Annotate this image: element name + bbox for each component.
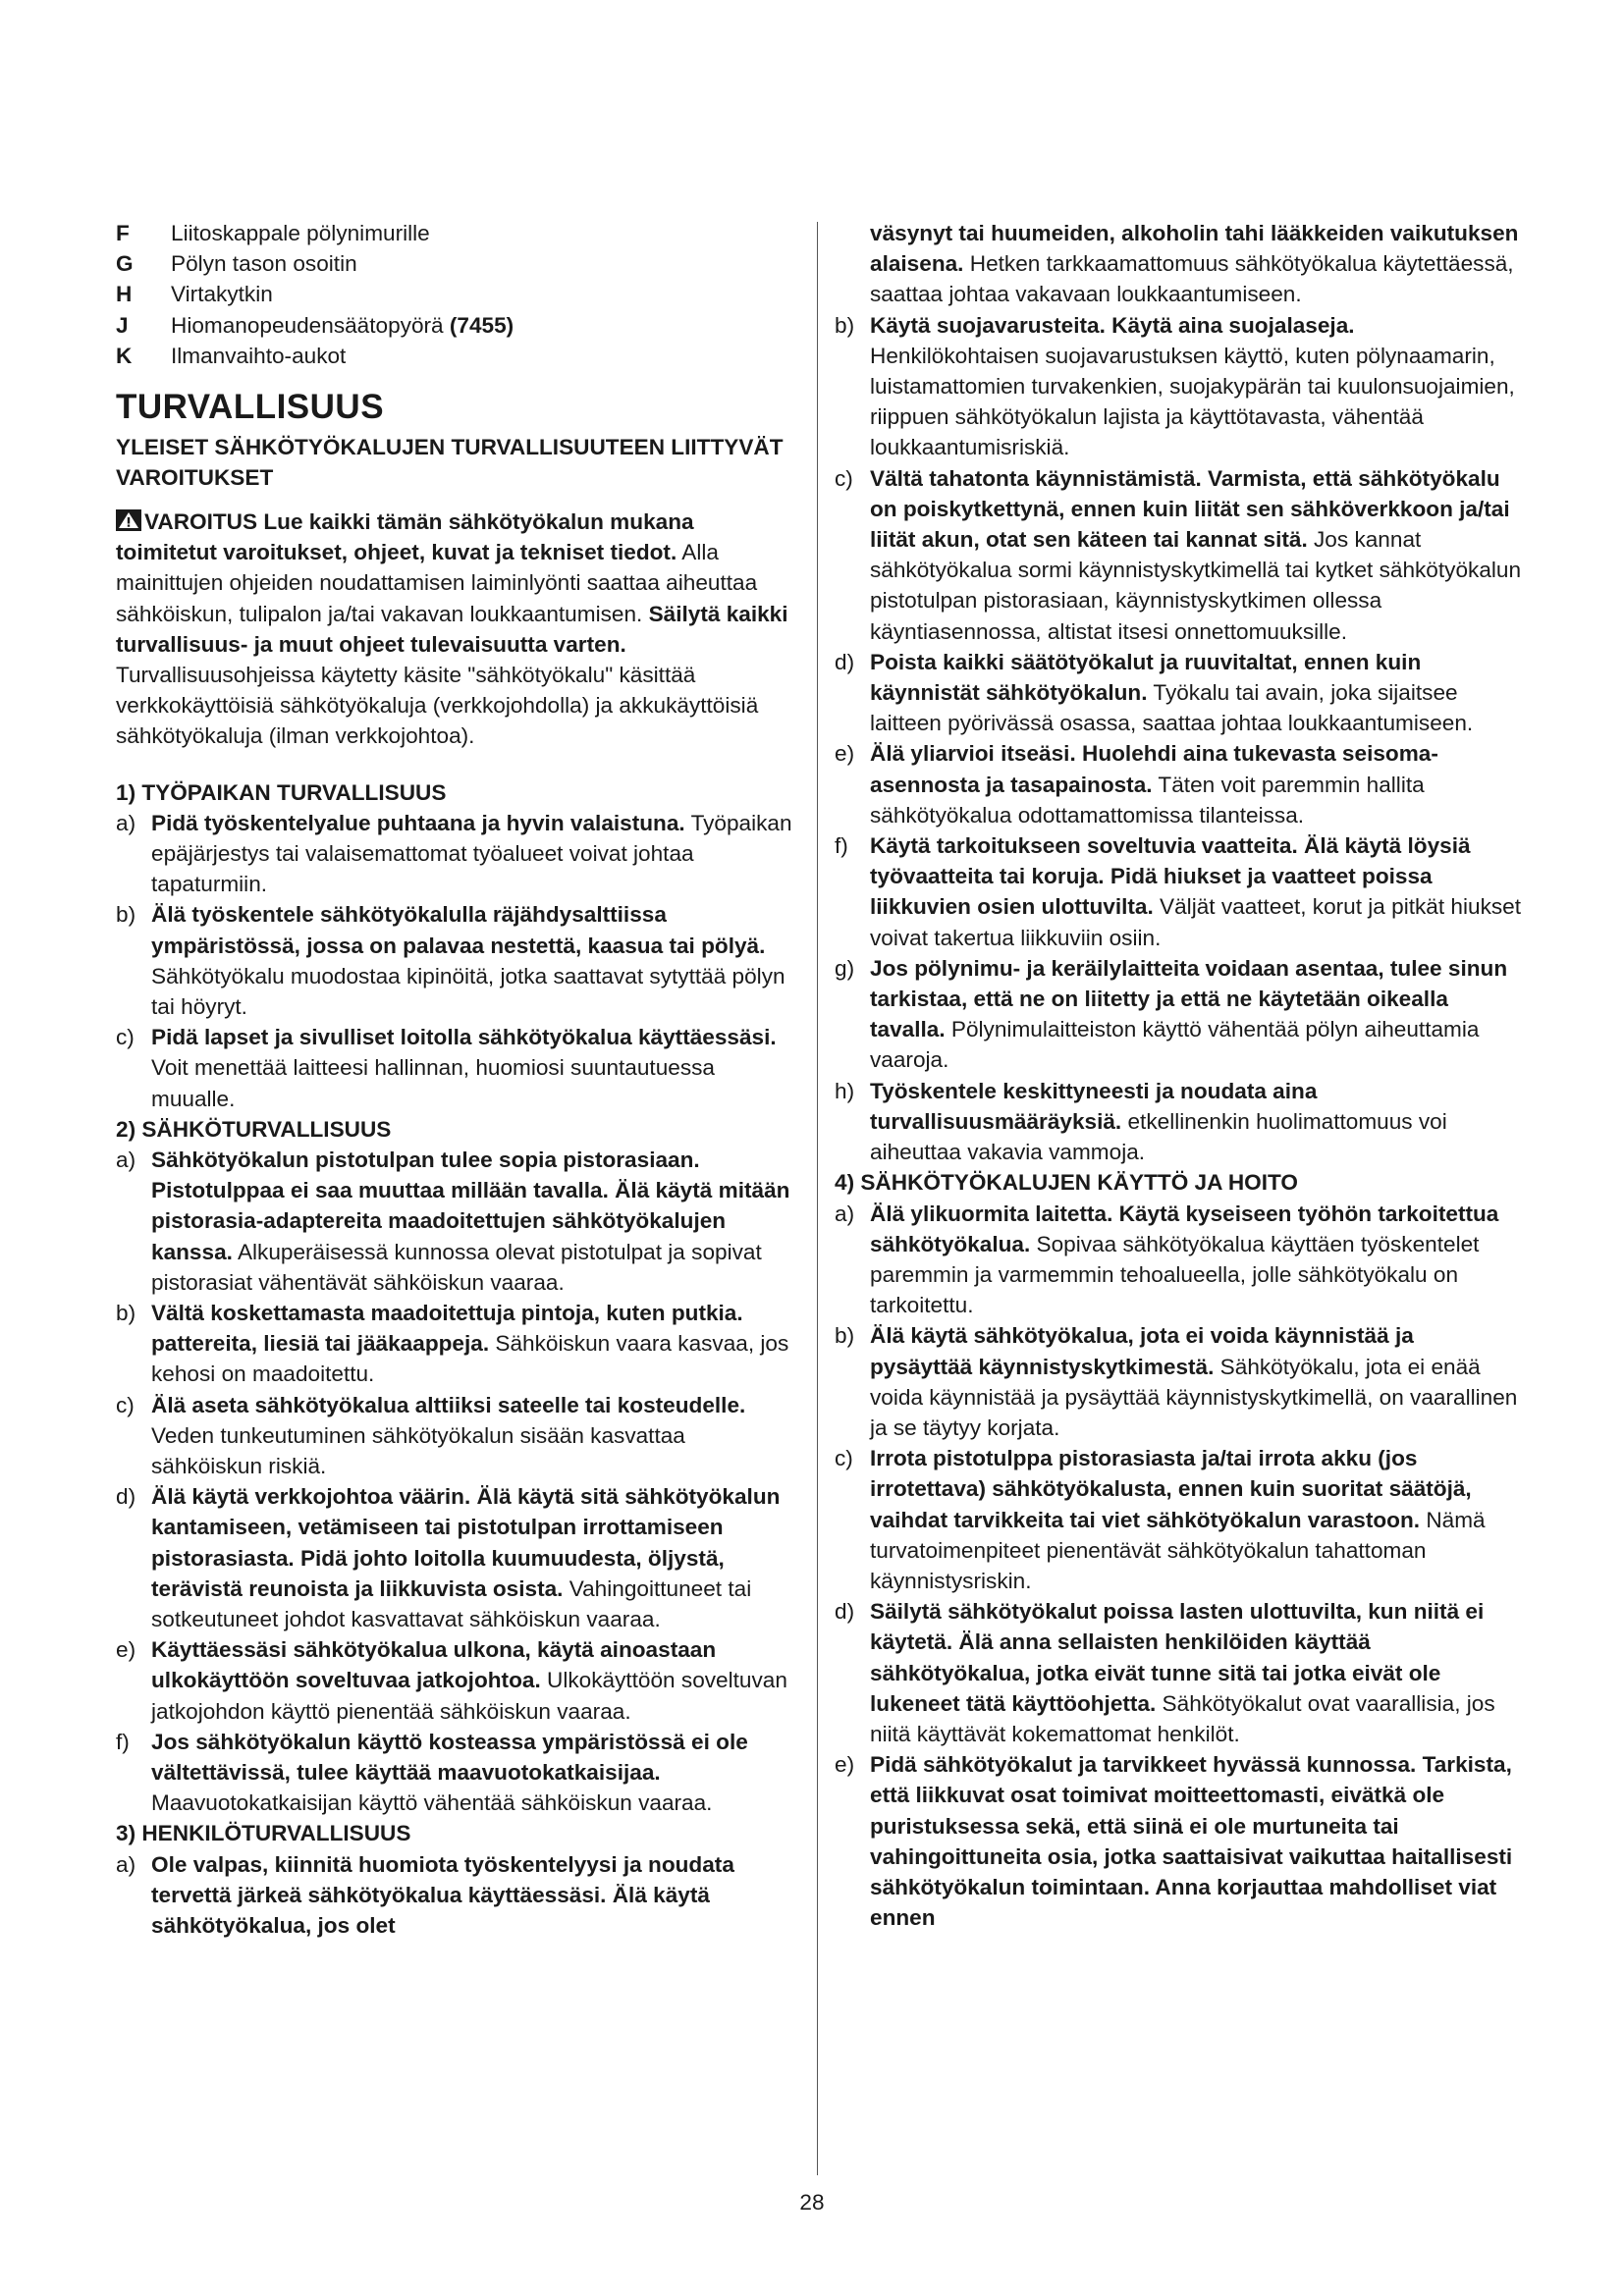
legend-model: (7455): [449, 312, 514, 338]
warning-triangle-icon: [116, 509, 141, 531]
legend-item: [116, 341, 795, 371]
item-label: a): [116, 1148, 136, 1172]
legend-letter: F: [116, 221, 130, 245]
item-text: Nämä turvatoimenpiteet pienentävät sähkötyökalun tahattoman käynnistysriskin.: [870, 1507, 1486, 1593]
section-heading-1: 1) TYÖPAIKAN TURVALLISUUS: [116, 779, 447, 805]
parts-legend: [116, 218, 795, 371]
item-label: c): [835, 465, 853, 491]
item-label: a): [116, 1851, 136, 1877]
item-text: Sähkötyökalu, jota ei enää voida käynnistää ja pysäyttää käynnistyskytkimellä, on vaarallinen ja se täytyy korjata.: [870, 1354, 1518, 1440]
item-text: Sähkötyökalu muodostaa kipinöitä, jotka saattavat sytyttää pölyn tai höyryt.: [151, 963, 785, 1019]
item-bold: Pidä työskentelyalue puhtaana ja hyvin valaistuna.: [151, 810, 685, 835]
item-text: Täten voit paremmin hallita sähkötyökalua odottamattomissa tilanteissa.: [870, 772, 1425, 828]
item-label: c): [835, 1446, 853, 1471]
item-bold: Jos pölynimu- ja keräilylaitteita voidaan asentaa, tulee sinun tarkistaa, että ne on liitetty ja että ne käytetään oikealla tavalla.: [870, 955, 1508, 1042]
item-bold: väsynyt tai huumeiden, alkoholin tahi lääkkeiden vaikutuksen alaisena.: [870, 221, 1519, 277]
item-bold: Pidä lapset ja sivulliset loitolla sähkötyökalua käyttäessäsi.: [151, 1025, 777, 1050]
warning-intro: [116, 507, 795, 752]
item-label: d): [835, 1599, 855, 1625]
list-item: [116, 1298, 795, 1390]
list-item: [116, 1390, 795, 1482]
list-item: [835, 647, 1522, 739]
legend-text: Hiomanopeudensäätopyörä: [171, 312, 444, 338]
item-bold: Ole valpas, kiinnitä huomiota työskentelyysi ja noudata tervettä järkeä sähkötyökalua käyttäessäsi. Älä käytä sähkötyökalua, jos olet: [151, 1851, 734, 1939]
item-bold: Irrota pistotulppa pistorasiasta ja/tai irrota akku (jos irrotettava) sähkötyökalusta, ennen kuin suoritat säätöjä, vaihdat tarvikkeita tai viet sähkötyökalun varastoon.: [870, 1446, 1472, 1532]
item-text: Sähkötyökalut ovat vaarallisia, jos niitä käyttävät kokemattomat henkilöt.: [870, 1690, 1495, 1746]
legend-letter: K: [116, 343, 133, 368]
item-text: etkellinenkin huolimattomuus voi aiheuttaa vakavia vammoja.: [870, 1108, 1447, 1165]
legend-letter: H: [116, 282, 133, 307]
legend-text: Liitoskappale pölynimurille: [171, 221, 430, 245]
left-column: [116, 218, 795, 1941]
list-item: [835, 1749, 1522, 1933]
list-item: [116, 1634, 795, 1727]
item-bold: Älä yliarvioi itseäsi. Huolehdi aina tukevasta seisoma-asennosta ja tasapainosta.: [870, 741, 1438, 797]
item-text: Veden tunkeutuminen sähkötyökalun sisään kasvattaa sähköiskun riskiä.: [151, 1422, 685, 1479]
page-number: 28: [799, 2190, 825, 2215]
intro-text-1: Alla mainittujen ohjeiden noudattamisen laiminlyönti saattaa aiheuttaa sähköiskun, tulipalon ja/tai vakavan loukkaantumisen.: [116, 540, 758, 626]
item-text: Henkilökohtaisen suojavarustuksen käyttö, kuten pölynaamarin, luistamattomien turvakenkien, suojakypärän tai kuulonsuojaimien, riippuen sähkötyökalun lajista ja käyttötavasta, vähentää loukkaantumisriskiä.: [870, 343, 1515, 460]
item-bold: Pidä sähkötyökalut ja tarvikkeet hyvässä kunnossa. Tarkista, että liikkuvat osat toimivat moitteettomasti, eivätkä ole puristuksessa sekä, että siinä ei ole murtuneita tai vahingoittuneita osia, jotka saattaisivat vaikuttaa haitallisesti sähkötyökalun toimintaan. Anna korjauttaa mahdolliset viat ennen: [870, 1752, 1513, 1931]
item-label: d): [835, 649, 855, 674]
list-item: [835, 463, 1522, 647]
section-1-list: [116, 808, 795, 1114]
item-text: Ulkokäyttöön soveltuvan jatkojohdon käyttö pienentää sähköiskun vaaraa.: [151, 1668, 787, 1724]
item-label: e): [835, 1752, 855, 1778]
item-text: Pölynimulaitteiston käyttö vähentää pölyn aiheuttamia vaaroja.: [870, 1017, 1480, 1073]
item-text: Alkuperäisessä kunnossa olevat pistotulpat ja sopivat pistorasiat vähentävät sähköiskun vaaraa.: [151, 1239, 762, 1295]
list-item: [116, 1145, 795, 1298]
item-label: b): [835, 1323, 855, 1349]
item-text: Maavuotokatkaisijan käyttö vähentää sähköiskun vaaraa.: [151, 1790, 713, 1816]
list-item: [835, 1596, 1522, 1749]
item-bold: Työskentele keskittyneesti ja noudata aina turvallisuusmääräyksiä.: [870, 1078, 1318, 1134]
list-item: [835, 1076, 1522, 1168]
list-item: [116, 808, 795, 900]
item-bold: Säilytä sähkötyökalut poissa lasten ulottuvilta, kun niitä ei käytetä. Älä anna sellaisten henkilöiden käyttää sähkötyökalua, jotka eivät tunne sitä tai jotka eivät ole lukeneet tätä käyttöohjetta.: [870, 1599, 1485, 1716]
item-bold: Älä työskentele sähkötyökalulla räjähdysalttiissa ympäristössä, jossa on palavaa nestettä, kaasua tai pölyä.: [151, 902, 766, 958]
section-3-list: [835, 310, 1522, 1168]
item-label: c): [116, 1025, 135, 1050]
section-heading-4: 4) SÄHKÖTYÖKALUJEN KÄYTTÖ JA HOITO: [835, 1170, 1298, 1196]
item-text: Työpaikan epäjärjestys tai valaisemattomat työalueet voivat johtaa tapaturmiin.: [151, 810, 792, 897]
item-bold: Älä käytä verkkojohtoa väärin. Älä käytä sitä sähkötyökalun kantamiseen, vetämiseen tai pistotulpan irrottamiseen pistorasiasta. Pidä johto loitolla kuumuudesta, öljystä, terävistä reunoista ja liikkuvista osista.: [151, 1484, 781, 1601]
section-subtitle: YLEISET SÄHKÖTYÖKALUJEN TURVALLISUUTEEN LIITTYVÄT VAROITUKSET: [116, 434, 784, 490]
item-label: e): [116, 1637, 136, 1663]
legend-item: [116, 310, 795, 341]
item-bold: Sähkötyökalun pistotulpan tulee sopia pistorasiaan. Pistotulppaa ei saa muuttaa millään tavalla. Älä käytä mitään pistorasia-adaptereita maadoitettujen sähkötyökalujen kanssa.: [151, 1148, 790, 1264]
item-text: Työkalu tai avain, joka sijaitsee laitteen pyörivässä osassa, saattaa johtaa loukkaantumiseen.: [870, 680, 1474, 736]
list-item: [835, 1443, 1522, 1596]
list-item: [835, 1199, 1522, 1321]
item-text: Sopivaa sähkötyökalua käyttäen työskentelet paremmin ja varmemmin tehoalueella, jolle sähkötyökalu on tarkoitettu.: [870, 1231, 1480, 1318]
list-item: [116, 1481, 795, 1634]
legend-item: [116, 218, 795, 248]
item-bold: Jos sähkötyökalun käyttö kosteassa ympäristössä ei ole vältettävissä, tulee käyttää maavuotokatkaisijaa.: [151, 1729, 748, 1786]
item-text: Väljät vaatteet, korut ja pitkät hiukset voivat takertua liikkuviin osiin.: [870, 894, 1522, 950]
legend-text: Virtakytkin: [171, 282, 273, 307]
item-label: f): [835, 833, 848, 859]
list-item: [835, 953, 1522, 1076]
section-heading-3: 3) HENKILÖTURVALLISUUS: [116, 1821, 411, 1846]
right-column: [835, 218, 1522, 1933]
column-divider: [817, 222, 818, 2175]
item-text: Jos kannat sähkötyökalua sormi käynnistyskytkimellä tai kytket sähkötyökalun pistotulpan pistorasiaan, käynnistyskytkimen ollessa käyntiasennossa, altistat itsesi onnettomuuksille.: [870, 527, 1522, 644]
item-label: e): [835, 741, 855, 767]
legend-item: [116, 279, 795, 309]
item-bold: Käytä suojavarusteita. Käytä aina suojalaseja.: [870, 312, 1355, 338]
list-item: [835, 738, 1522, 830]
legend-item: [116, 248, 795, 279]
list-item: [116, 1849, 795, 1942]
item-label: b): [835, 312, 855, 338]
item-label: a): [835, 1201, 855, 1226]
item-bold: Vältä koskettamasta maadoitettuja pintoja, kuten putkia. pattereita, liesiä tai jääkaappeja.: [151, 1301, 743, 1357]
item-text: Vahingoittuneet tai sotkeutuneet johdot kasvattavat sähköiskun vaaraa.: [151, 1575, 752, 1632]
item-bold: Älä käytä sähkötyökalua, jota ei voida käynnistää ja pysäyttää käynnistyskytkimestä.: [870, 1323, 1414, 1379]
list-item: [116, 1727, 795, 1819]
section-2-list: [116, 1145, 795, 1818]
item-label: b): [116, 902, 136, 928]
item-bold: Älä aseta sähkötyökalua alttiiksi sateelle tai kosteudelle.: [151, 1392, 746, 1417]
item-label: f): [116, 1729, 130, 1754]
legend-letter: J: [116, 312, 129, 338]
list-item: [835, 830, 1522, 953]
section-heading-2: 2) SÄHKÖTURVALLISUUS: [116, 1116, 392, 1142]
list-item: [116, 899, 795, 1022]
item-bold: Vältä tahatonta käynnistämistä. Varmista, että sähkötyökalu on poiskytkettynä, ennen kuin liität sen sähköverkkoon ja/tai liität akun, otat sen käteen tai kannat sitä.: [870, 465, 1510, 553]
item-label: c): [116, 1392, 135, 1417]
intro-bold-1: VAROITUS Lue kaikki tämän sähkötyökalun mukana toimitetut varoitukset, ohjeet, kuvat ja tekniset tiedot.: [116, 508, 694, 565]
list-item: [835, 310, 1522, 463]
list-item-continued: [835, 218, 1522, 310]
list-item: [116, 1022, 795, 1114]
item-label: g): [835, 955, 855, 981]
list-item: [835, 1320, 1522, 1443]
item-bold: Älä ylikuormita laitetta. Käytä kyseiseen työhön tarkoitettua sähkötyökalua.: [870, 1201, 1499, 1256]
legend-text: Pölyn tason osoitin: [171, 251, 357, 277]
item-label: a): [116, 810, 136, 835]
legend-letter: G: [116, 251, 134, 277]
intro-text-2: Turvallisuusohjeissa käytetty käsite "sähkötyökalu" käsittää verkkokäyttöisiä sähkötyökaluja (verkkojohdolla) ja akkukäyttöisiä sähkötyökaluja (ilman verkkojohtoa).: [116, 662, 759, 749]
item-label: b): [116, 1301, 136, 1326]
legend-text: Ilmanvaihto-aukot: [171, 343, 347, 368]
item-bold: Käyttäessäsi sähkötyökalua ulkona, käytä ainoastaan ulkokäyttöön soveltuvaa jatkojohtoa.: [151, 1637, 717, 1693]
intro-bold-2: Säilytä kaikki turvallisuus- ja muut ohjeet tulevaisuutta varten.: [116, 601, 788, 657]
item-label: d): [116, 1484, 136, 1510]
section-4-list: [835, 1199, 1522, 1934]
item-text: Sähköiskun vaara kasvaa, jos kehosi on maadoitettu.: [151, 1331, 789, 1387]
item-bold: Käytä tarkoitukseen soveltuvia vaatteita. Älä käytä löysiä työvaatteita tai koruja. Pidä hiukset ja vaatteet poissa liikkuvien osien ulottuvilta.: [870, 833, 1471, 920]
section-title: TURVALLISUUS: [116, 387, 385, 426]
item-bold: Poista kaikki säätötyökalut ja ruuvitaltat, ennen kuin käynnistät sähkötyökalun.: [870, 649, 1422, 706]
item-label: h): [835, 1078, 855, 1103]
item-text: Hetken tarkkaamattomuus sähkötyökalua käytettäessä, saattaa johtaa vakavaan loukkaantumiseen.: [870, 251, 1514, 307]
item-text: Voit menettää laitteesi hallinnan, huomiosi suuntautuessa muualle.: [151, 1055, 716, 1111]
